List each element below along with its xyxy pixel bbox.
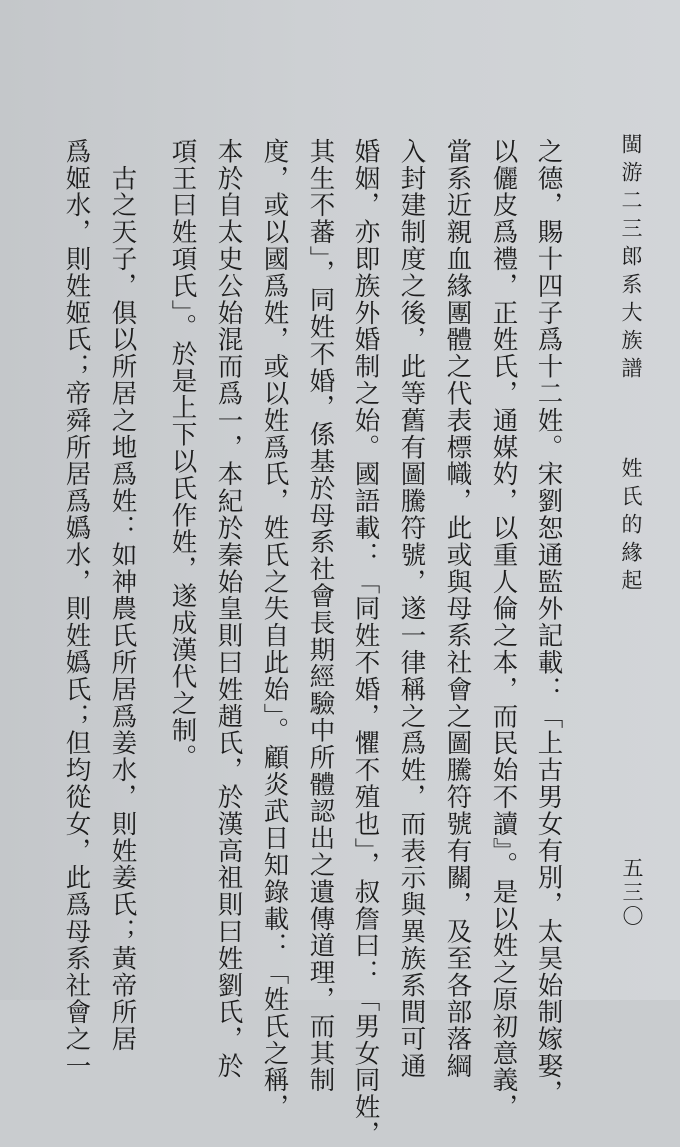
text-column-9: 項王曰姓項氏」。於是上下以氏作姓，遂成漢代之制。 — [167, 138, 198, 771]
section-title: 姓氏的緣起 — [619, 457, 643, 597]
text-column-2: 以儷皮爲禮，正姓氏，通媒妁，以重人倫之本，而民始不讀』。是以姓之原初意義， — [488, 138, 519, 1121]
text-column-7: 度，或以國爲姓，或以姓爲氏，姓氏之失自此始」。顧炎武日知錄載：「姓氏之稱， — [259, 138, 290, 1121]
text-column-3: 當系近親血緣團體之代表標幟，此或與母系社會之圖騰符號有關，及至各部落綱 — [442, 138, 473, 1080]
book-title: 閩游二三郎系大族譜 — [619, 133, 643, 385]
text-column-11: 爲姬水，則姓姬氏；帝舜所居爲嬀水，則姓嬀氏；但均從女，此爲母系社會之一 — [61, 138, 92, 1080]
text-column-6: 其生不蕃」，同姓不婚，係基於母系社會長期經驗中所體認出之遺傳道理，而其制 — [305, 138, 336, 1094]
text-column-10: 古之天子，俱以所居之地爲姓：如神農氏所居爲姜水，則姓姜氏；黃帝所居 — [107, 138, 138, 1053]
text-column-5: 婚姻，亦即族外婚制之始。國語載：「同姓不婚，懼不殖也」，叔詹曰：「男女同姓， — [350, 138, 381, 1147]
page-number: 五三〇 — [620, 857, 644, 929]
text-column-8: 本於自太史公始混而爲一，本紀於秦始皇則曰姓趙氏，於漢高祖則曰姓劉氏，於 — [213, 138, 244, 1080]
text-column-1: 之德，賜十四子爲十二姓。宋劉恕通監外記載：「上古男女有別，太昊始制嫁娶， — [533, 138, 564, 1107]
text-column-4: 入封建制度之後，此等舊有圖騰符號，遂一律稱之爲姓，而表示與異族系間可通 — [396, 138, 427, 1080]
